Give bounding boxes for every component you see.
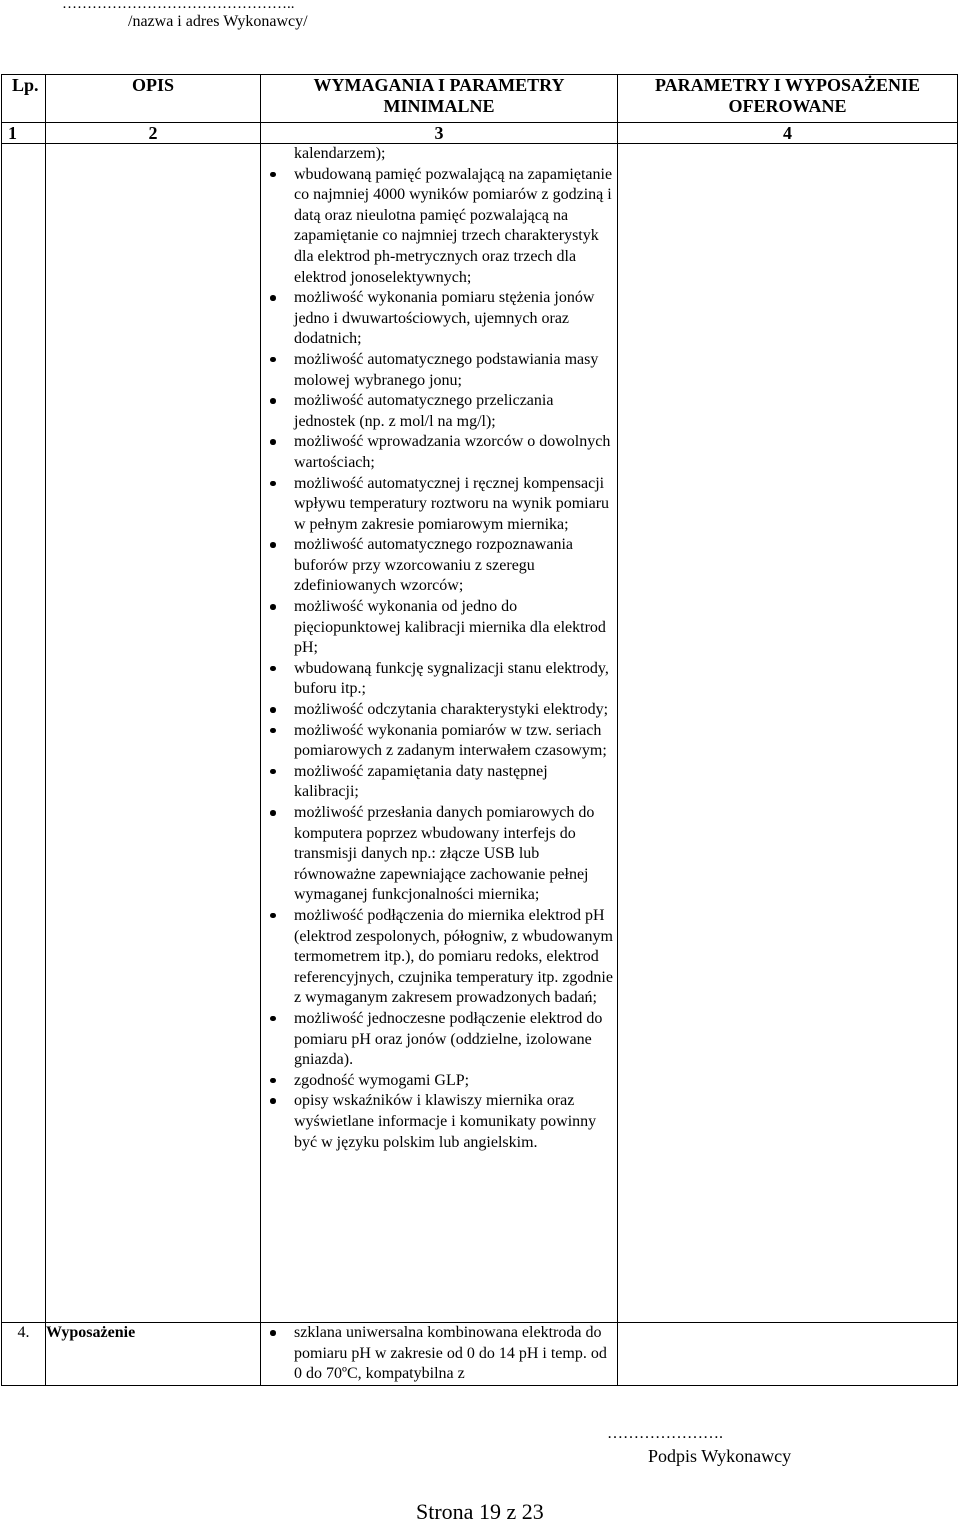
page-prefix: Strona — [416, 1499, 474, 1524]
requirements-list — [261, 1323, 617, 1385]
header-parametry: PARAMETRY I WYPOSAŻENIE OFEROWANE — [618, 75, 958, 123]
col-number-2: 2 — [46, 123, 261, 144]
list-item: możliwość wykonania pomiarów w tzw. seriach pomiarowych z zadanym interwałem czasowym; — [261, 721, 617, 762]
opis-cell: Wyposażenie — [46, 1323, 261, 1386]
table-header-row — [2, 75, 958, 123]
requirements-cell — [261, 1323, 618, 1386]
page-number — [416, 1499, 544, 1525]
opis-cell-empty — [46, 144, 261, 1323]
list-item: kalendarzem); — [294, 145, 386, 162]
offered-parameters-cell[interactable] — [618, 144, 958, 1323]
specification-table — [1, 74, 958, 1386]
company-name-label: /nazwa i adres Wykonawcy/ — [128, 13, 308, 30]
list-item: możliwość wykonania pomiaru stężenia jonów jedno i dwuwartościowych, ujemnych oraz dodatnich; — [261, 288, 617, 350]
list-item: możliwość automatycznego rozpoznawania buforów przy wzorcowaniu z szeregu zdefiniowanych wzorców; — [261, 535, 617, 597]
header-opis: OPIS — [46, 75, 261, 123]
lp-cell-empty — [2, 144, 46, 1323]
col-number-3: 3 — [261, 123, 618, 144]
signature-dots: …………………. — [607, 1425, 723, 1442]
list-item: wbudowaną funkcję sygnalizacji stanu elektrody, buforu itp.; — [261, 659, 617, 700]
header-lp: Lp. — [2, 75, 46, 123]
signature-label: Podpis Wykonawcy — [648, 1446, 792, 1466]
column-number-row — [2, 123, 958, 144]
list-item: możliwość jednoczesne podłączenie elektrod do pomiaru pH oraz jonów (oddzielne, izolowane gniazda). — [261, 1009, 617, 1071]
table-row-wyposazenie — [2, 1323, 958, 1386]
list-item: zgodność wymogami GLP; — [261, 1071, 617, 1092]
list-item: wbudowaną pamięć pozwalającą na zapamiętanie co najmniej 4000 wyników pomiarów z godziną i datą oraz nieulotna pamięć pozwalającą na zapamiętanie co najmniej trzech charakterystyk dla elektrod ph-metrycznych oraz trzech dla elektrod jonoselektywnych; — [261, 165, 617, 289]
list-item: możliwość wprowadzania wzorców o dowolnych wartościach; — [261, 432, 617, 473]
list-item: możliwość przesłania danych pomiarowych do komputera poprzez wbudowany interfejs do transmisji danych np.: złącze USB lub równoważne zapewniające zachowanie pełnej wymaganej funkcjonalności miernika; — [261, 803, 617, 906]
offered-parameters-cell[interactable] — [618, 1323, 958, 1386]
page-current: 19 — [478, 1499, 501, 1524]
page-separator: z — [506, 1499, 517, 1524]
list-item: możliwość wykonania od jedno do pięciopunktowej kalibracji miernika dla elektrod pH; — [261, 597, 617, 659]
lp-cell: 4. — [2, 1323, 46, 1386]
list-item: opisy wskaźników i klawiszy miernika oraz wyświetlane informacje i komunikaty powinny być w języku polskim lub angielskim. — [261, 1091, 617, 1153]
header-wymagania: WYMAGANIA I PARAMETRY MINIMALNE — [261, 75, 618, 123]
list-item: możliwość automatycznego podstawiania masy molowej wybranego jonu; — [261, 350, 617, 391]
requirements-cell — [261, 144, 618, 1323]
list-item: możliwość podłączenia do miernika elektrod pH (elektrod zespolonych, półogniw, z wbudowanym termometrem itp.), do pomiaru redoks, elektrod referencyjnych, czujnika temperatury itp. zgodnie z wymaganym zakresem prowadzonych badań; — [261, 906, 617, 1009]
list-item: możliwość automatycznej i ręcznej kompensacji wpływu temperatury roztworu na wynik pomiaru w pełnym zakresie pomiarowym miernika; — [261, 474, 617, 536]
company-name-placeholder-dots: ……………………………………….. — [62, 0, 295, 12]
table-row-continuation — [2, 144, 958, 1323]
col-number-1: 1 — [2, 123, 46, 144]
list-item: szklana uniwersalna kombinowana elektroda do pomiaru pH w zakresie od 0 do 14 pH i temp. od 0 do 70ºC, kompatybilna z — [261, 1323, 617, 1385]
list-item: możliwość odczytania charakterystyki elektrody; — [261, 700, 617, 721]
col-number-4: 4 — [618, 123, 958, 144]
page-total: 23 — [521, 1499, 544, 1524]
list-item: możliwość automatycznego przeliczania jednostek (np. z mol/l na mg/l); — [261, 391, 617, 432]
list-item: możliwość zapamiętania daty następnej kalibracji; — [261, 762, 617, 803]
requirements-list — [261, 144, 617, 1153]
